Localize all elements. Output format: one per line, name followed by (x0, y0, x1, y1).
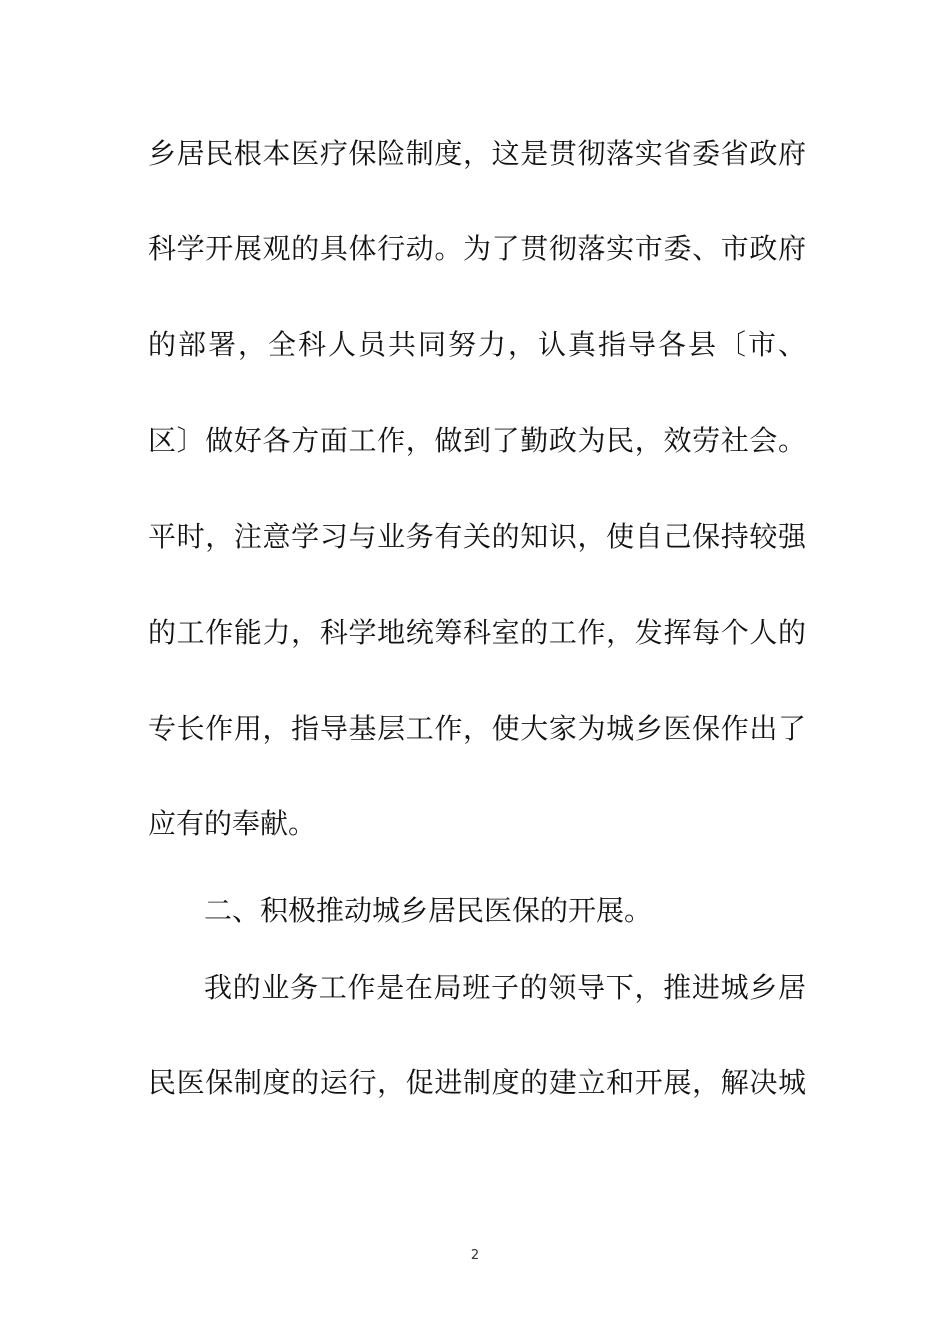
body-line-1: 乡居民根本医疗保险制度，这是贯彻落实省委省政府 (148, 137, 806, 170)
body-line-5: 平时，注意学习与业务有关的知识，使自己保持较强 (148, 520, 806, 553)
body-line-3: 的部署，全科人员共同努力，认真指导各县〔市、 (148, 328, 806, 361)
body-line-2: 科学开展观的具体行动。为了贯彻落实市委、市政府 (148, 232, 806, 265)
body-line-6: 的工作能力，科学地统筹科室的工作，发挥每个人的 (148, 616, 806, 649)
page-number: 2 (470, 1248, 480, 1263)
section-heading: 二、积极推动城乡居民医保的开展。 (204, 894, 653, 927)
body-line-4: 区〕做好各方面工作，做到了勤政为民，效劳社会。 (148, 424, 806, 457)
body-line-10: 我的业务工作是在局班子的领导下，推进城乡居 (204, 971, 806, 1004)
body-line-8: 应有的奉献。 (148, 807, 317, 840)
body-line-11: 民医保制度的运行，促进制度的建立和开展，解决城 (148, 1066, 806, 1099)
body-line-7: 专长作用，指导基层工作，使大家为城乡医保作出了 (148, 712, 806, 745)
